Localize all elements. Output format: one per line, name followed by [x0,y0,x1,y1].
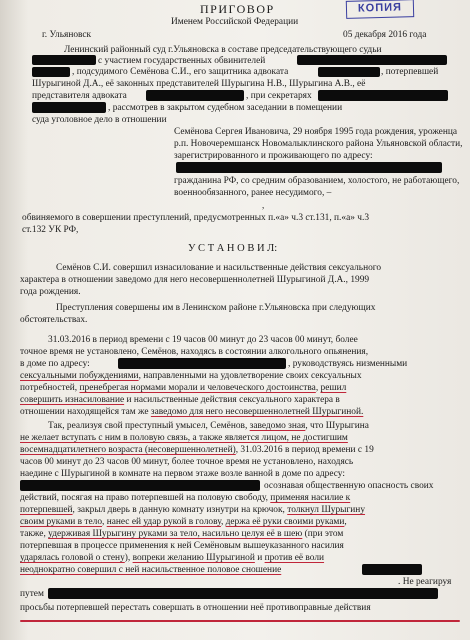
intro-line: , потерпевшей [381,67,439,77]
paragraph-line: действий, посягая на право потерпевшей на половую свободу, применяя насилие к [20,493,351,503]
paragraph-line: путем [20,589,44,599]
paragraph-line: . Не реагируя [398,577,452,587]
defendant-line: Семёнова Сергея Ивановича, 29 ноября 1995 года рождения, уроженца [174,127,458,137]
red-underline-mark [20,620,460,622]
paragraph-line: также, удерживая Шурыгину руками за тело, насильно целуя её в шею (при этом [20,529,344,539]
paragraph-line: обстоятельствах. [20,315,88,325]
redaction [362,564,422,575]
paragraph-line: не желает вступать с ним в половую связь, а также является лицом, не достигшим [20,433,348,443]
paragraph-line: сексуальными побуждениями, направленными на удовлетворение своих сексуальных [20,371,362,381]
paragraph-line: совершить изнасилование и насильственные действия сексуального характера в [20,395,340,405]
copy-stamp: КОПИЯ [346,0,414,19]
paragraph-line: часов 00 минут до 23 часов 00 минут, более точное время не установлено, находясь [20,457,354,467]
redaction [146,90,244,101]
document-title: ПРИГОВОР [200,2,275,16]
paragraph-line: потерпевшая в процессе применения к ней Семёновым вышеуказанного насилия [20,541,344,551]
charge-line: обвиняемого в совершении преступлений, предусмотренных п.«а» ч.3 ст.131, п.«а» ч.3 [22,213,370,223]
redaction [32,67,70,77]
paragraph-line: характера в отношении заведомо для него несовершеннолетней Шурыгиной Д.А., 1999 [20,275,370,285]
intro-line: , рассмотрев в закрытом судебном заседании в помещении [108,103,343,113]
paragraph-line: отношении находящейся там же заведомо для него несовершеннолетней Шурыгиной. [20,407,364,417]
paragraph-line: осознавая общественную опасность своих [264,481,434,491]
paragraph-line: потерпевшей, закрыл дверь в данную комнату изнутри на крючок, толкнул Шурыгину [20,505,366,515]
paragraph-line: в доме по адресу: [20,359,90,369]
paragraph-line: наедине с Шурыгиной в комнате на первом этаже возле ванной в доме по адресу: [20,469,345,479]
paragraph-line: года рождения. [20,287,81,297]
redaction [176,162,442,173]
defendant-line: гражданина РФ, со средним образованием, холостого, не работающего, [174,176,460,186]
intro-line: Шурыгиной Д.А., её законных представителей Шурыгина Н.В., Шурыгина А.В., её [32,79,366,89]
paragraph-line: 31.03.2016 в период времени с 19 часов 00 минут до 23 часов 00 минут, более [48,335,358,345]
intro-line: суда уголовное дело в отношении [32,115,167,125]
paragraph-line: точное время не установлено, Семёнов, находясь в состоянии алкогольного опьянения, [20,347,369,357]
paragraph-line: , руководствуясь низменными [288,359,408,369]
intro-line: Ленинский районный суд г.Ульяновска в составе председательствующего судьи [64,45,382,55]
redaction [318,90,448,101]
intro-line: , подсудимого Семёнова С.И., его защитника адвоката [72,67,289,77]
intro-line: , при секретарях [246,91,312,101]
mark-dot: , [262,200,265,210]
redaction [32,55,96,65]
city: г. Ульяновск [42,30,92,40]
paragraph-line: просьбы потерпевшей перестать совершать в отношении неё противоправные действия [20,603,371,613]
document-subtitle: Именем Российской Федерации [171,17,299,27]
paragraph-line: Семёнов С.И. совершил изнасилование и насильственные действия сексуального [56,263,382,273]
redaction [32,102,106,113]
redaction [118,358,286,369]
charge-line: ст.132 УК РФ, [22,225,79,235]
paragraph-line: Так, реализуя свой преступный умысел, Семёнов, заведомо зная, что Шурыгина [48,421,369,431]
paragraph-line: своим руками в тело, нанес ей удар рукой в голову, держа её руки своими руками, [20,517,347,527]
date: 05 декабря 2016 года [343,30,427,40]
redaction [20,480,260,491]
redaction [48,588,438,599]
paragraph-line: ударялась головой о стену), вопреки желанию Шурыгиной и против её воли [20,553,325,563]
redaction [297,55,447,65]
defendant-line: военнообязанного, ранее несудимого, – [174,188,332,198]
intro-line: с участием государственных обвинителей [98,56,266,66]
defendant-line: зарегистрированного и проживающего по адресу: [174,151,373,161]
intro-line: представителя адвоката [32,91,127,101]
paragraph-line: Преступления совершены им в Ленинском районе г.Ульяновска при следующих [56,303,376,313]
redaction [318,67,380,77]
section-heading: У С Т А Н О В И Л: [188,243,278,254]
paragraph-line: неоднократно совершил с ней насильственное половое сношение [20,565,282,575]
paragraph-line: потребностей, пренебрегая нормами морали и человеческого достоинства, решил [20,383,347,393]
defendant-line: р.п. Новочеремшанск Новомалыклинского района Ульяновской области, [174,139,463,149]
paragraph-line: восемнадцатилетнего возраста (несовершеннолетней), 31.03.2016 в период времени с 19 [20,445,374,455]
